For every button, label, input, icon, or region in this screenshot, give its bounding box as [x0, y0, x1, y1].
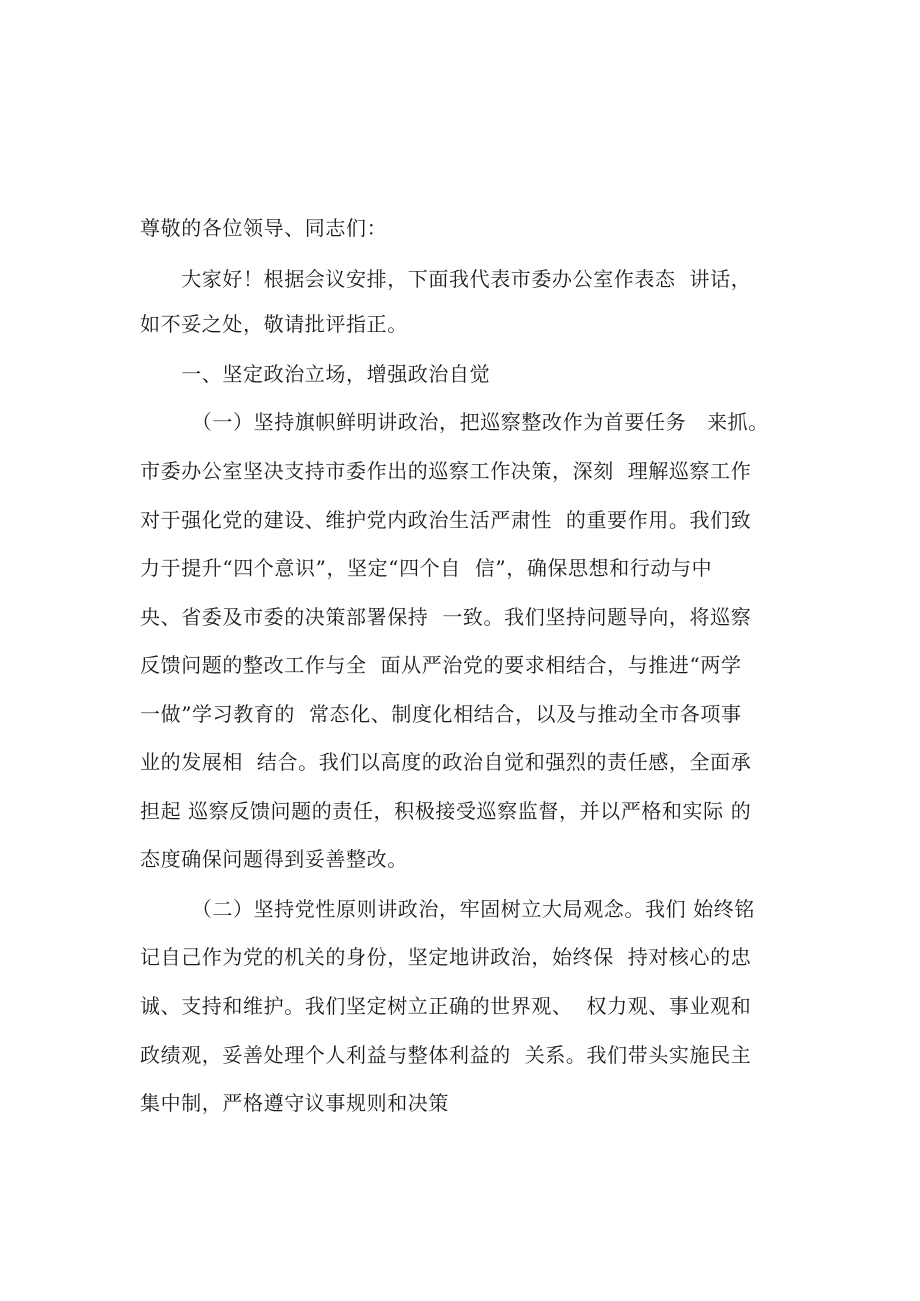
- paragraph-line: 大家好！根据会议安排，下面我代表市委办公室作表态 讲话，: [140, 267, 752, 291]
- paragraph-line: 如不妥之处，敬请批评指正。: [140, 312, 408, 336]
- paragraph-line: 态度确保问题得到妥善整改。: [140, 847, 408, 871]
- section-heading: 一、坚定政治立场，增强政治自觉: [140, 362, 491, 386]
- greeting-line: 尊敬的各位领导、同志们：: [140, 216, 388, 240]
- paragraph-line: 对于强化党的建设、维护党内政治生活严肃性 的重要作用。我们致: [140, 508, 752, 532]
- paragraph-line: 记自己作为党的机关的身份，坚定地讲政治，始终保 持对核心的忠: [140, 945, 752, 969]
- paragraph-line: 担起 巡察反馈问题的责任，积极接受巡察监督，并以严格和实际 的: [140, 799, 752, 823]
- paragraph-line: 政绩观，妥善处理个人利益与整体利益的 关系。我们带头实施民主: [140, 1043, 752, 1067]
- paragraph-line: 一做”学习教育的 常态化、制度化相结合，以及与推动全市各项事: [140, 702, 742, 726]
- paragraph-line: 市委办公室坚决支持市委作出的巡察工作决策，深刻 理解巡察工作: [140, 459, 752, 483]
- paragraph-line: 集中制，严格遵守议事规则和决策: [140, 1091, 449, 1115]
- paragraph-line: （一）坚持旗帜鲜明讲政治，把巡察整改作为首要任务 来抓。: [140, 410, 769, 434]
- paragraph-line: （二）坚持党性原则讲政治，牢固树立大局观念。我们 始终铭: [140, 897, 755, 921]
- paragraph-line: 诚、支持和维护。我们坚定树立正确的世界观、 权力观、事业观和: [140, 994, 752, 1018]
- paragraph-line: 央、省委及市委的决策部署保持 一致。我们坚持问题导向，将巡察: [140, 605, 752, 629]
- paragraph-line: 业的发展相 结合。我们以高度的政治自觉和强烈的责任感，全面承: [140, 750, 752, 774]
- paragraph-line: 反馈问题的整改工作与全 面从严治党的要求相结合，与推进“两学: [140, 653, 742, 677]
- paragraph-line: 力于提升“四个意识”，坚定“四个自 信”，确保思想和行动与中: [140, 556, 713, 580]
